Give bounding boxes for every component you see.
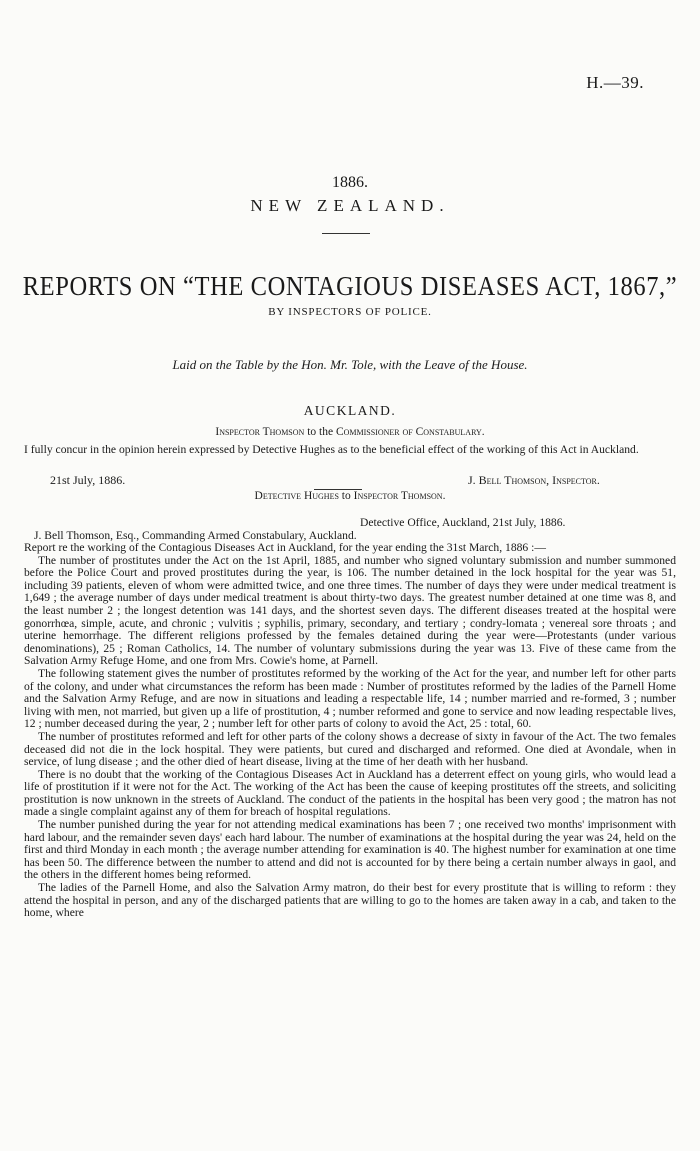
- concur-paragraph: I fully concur in the opinion herein expressed by Detective Hughes as to the beneficial effect of the working of this Act in Auckland.: [24, 443, 639, 456]
- laid-on-table-note: Laid on the Table by the Hon. Mr. Tole, with the Leave of the House.: [172, 357, 528, 372]
- memo-to: Inspector Thomson.: [353, 490, 446, 502]
- address-line: J. Bell Thomson, Esq., Commanding Armed Constabulary, Auckland.: [34, 529, 357, 542]
- body-paragraph: The number of prostitutes reformed and left for other parts of the colony shows a decrease of sixty in favour of the Act. The two females deceased did not die in the lock hospital. They were patients, but cured and discharged and reformed. One died at Avondale, when in service, of lung disease ; and the other died of heart disease, living at the time of her death with her husband.: [24, 729, 676, 769]
- memo-heading: [0, 426, 700, 438]
- memo-date: 21st July, 1886.: [50, 473, 126, 487]
- memo-heading: [0, 490, 700, 502]
- memo-to: Commissioner of Constabulary.: [335, 426, 485, 438]
- country-heading: NEW ZEALAND.: [250, 196, 450, 215]
- page-reference: H.—39.: [586, 73, 644, 92]
- report-body: [24, 542, 676, 920]
- body-paragraph: The ladies of the Parnell Home, and also the Salvation Army matron, do their best for every prostitute that is willing to reform : they attend the hospital in person, and any of the discharged patients that are willing to go to the homes are taken away in a cab, and taken to the home, where: [24, 881, 676, 920]
- document-year: 1886.: [332, 174, 368, 191]
- signature: J. Bell Thomson, Inspector.: [468, 473, 600, 487]
- memo-to-word: to: [341, 490, 351, 502]
- report-subtitle: BY INSPECTORS OF POLICE.: [268, 306, 432, 318]
- body-paragraph: The number punished during the year for not attending medical examinations has been 7 ; one received two months' imprisonment with hard labour, and the remainder seven days' each hard labour. The number of examinations at the hospital during the year was 24, held on the first and third Monday in each month ; the average number attending for examination is 40. The highest number for examination at one time has been 50. The difference between the number to attend and did not is accounted for by there being a certain number always in gaol, and the others in the different homes being reformed.: [24, 818, 676, 882]
- memo-from: Detective Hughes: [254, 490, 339, 502]
- report-intro: Report re the working of the Contagious Diseases Act in Auckland, for the year ending the 31st March, 1886 :—: [24, 541, 546, 554]
- memo-to-word: to the: [307, 426, 334, 438]
- body-paragraph: The following statement gives the number of prostitutes reformed by the working of the Act for the year, and number left for other parts of the colony, and under what circumstances the reform has been made : Number of prostitutes reformed by the ladies of the Parnell Home and the Salvation Army Refuge, and are now in situations and leading a respectable life, 14 ; number married and re-formed, 3 ; number living with men, not married, but given up a life of prostitution, 4 ; number reformed and gone to service and now leading respectable lives, 12 ; number deceased during the year, 2 ; number left for other parts of colony to avoid the Act, 25 : total, 60.: [24, 666, 676, 731]
- body-paragraph: There is no doubt that the working of the Contagious Diseases Act in Auckland has a deterrent effect on young girls, who would lead a life of prostitution if it were not for the Act. The working of the Act has been the cause of keeping prostitutes off the streets, and soliciting prostitution is now unknown in the streets of Auckland. The conduct of the patients in the hospital has been very good ; the matron has not made a single complaint against any of them for breach of hospital regulations.: [24, 767, 676, 819]
- office-dateline: Detective Office, Auckland, 21st July, 1886.: [360, 516, 566, 529]
- divider-rule: [322, 233, 370, 234]
- memo-from: Inspector Thomson: [215, 426, 305, 438]
- body-paragraph: The number of prostitutes under the Act on the 1st April, 1885, and number who signed voluntary submission and number summoned before the Police Court and proved prostitutes during the year, is 106. The number detained in the lock hospital for the year was 51, including 39 patients, eleven of whom were admitted twice, and one three times. The number of days they were under medical treatment is 1,649 ; the average number of days under medical treatment is about thirty-two days. The greatest number detained at one time was 8, and the least number 2 ; the longest detention was 141 days, and the shortest seven days. The different diseases treated at the hospital were gonorrhœa, simple, acute, and chronic ; vulvitis ; syphilis, primary, secondary, and tertiary ; condry-lomata ; venereal sore throats ; and uterine hemorrhage. The different religions professed by the females detained during the year were—Protestants (under various denominations), 25 ; Roman Catholics, 14. The number of voluntary submissions during the year was 13. Five of these came from the Salvation Army Refuge Home, and one from Mrs. Cowie's home, at Parnell.: [24, 553, 676, 668]
- section-heading: AUCKLAND.: [303, 403, 397, 418]
- report-title: REPORTS ON “THE CONTAGIOUS DISEASES ACT, 1867,”: [22, 271, 678, 302]
